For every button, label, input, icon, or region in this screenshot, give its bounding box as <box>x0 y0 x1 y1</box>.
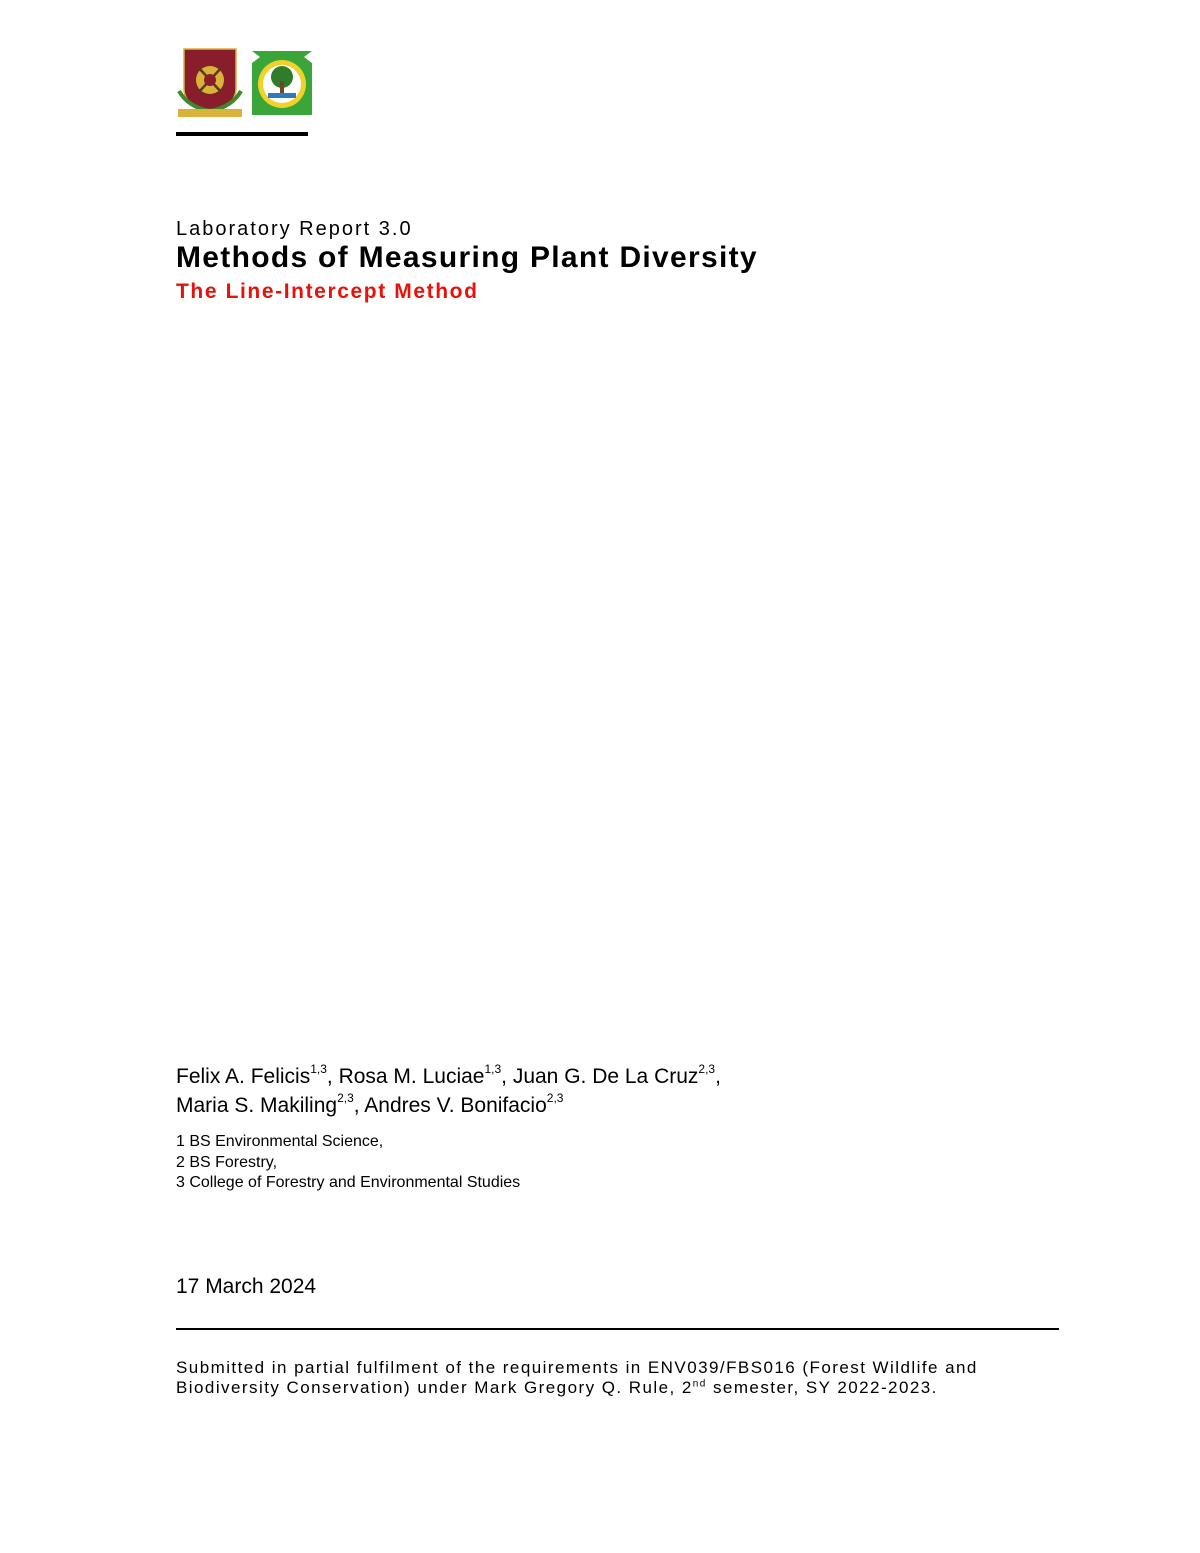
header-rule <box>176 132 308 136</box>
affiliation-item: 3 College of Forestry and Environmental Studies <box>176 1174 521 1191</box>
submission-statement <box>176 1358 1066 1398</box>
author-separator: , <box>353 1094 365 1117</box>
college-forestry-logo <box>252 49 312 115</box>
author-affiliation-marker: 1,3 <box>484 1062 502 1076</box>
submission-text-end: semester, SY 2022-2023. <box>706 1378 938 1397</box>
author-name: Maria S. Makiling <box>176 1094 338 1117</box>
author-name: Rosa M. Luciae <box>338 1065 485 1088</box>
report-subtitle: The Line-Intercept Method <box>176 280 479 303</box>
university-seal-logo <box>176 47 244 119</box>
author-affiliation-marker: 2,3 <box>698 1062 716 1076</box>
footer-rule <box>176 1328 1059 1330</box>
author-separator: , <box>501 1065 513 1088</box>
author-affiliation-marker: 1,3 <box>310 1062 327 1076</box>
author-separator: , <box>326 1065 339 1088</box>
affiliation-item: 1 BS Environmental Science, <box>176 1133 384 1150</box>
submission-text: Submitted in partial fulfilment of the requirements in ENV039/FBS016 (Forest Wildlife and Biodiversity Conservation) under Mark Gregory Q. Rule, 2 <box>176 1358 978 1397</box>
author-separator: , <box>715 1065 721 1088</box>
header-logos <box>176 47 316 119</box>
affiliation-list <box>176 1132 520 1194</box>
author-name: Juan G. De La Cruz <box>512 1065 699 1088</box>
author-name: Felix A. Felicis <box>176 1065 311 1088</box>
author-list <box>176 1062 721 1120</box>
author-line <box>176 1091 721 1120</box>
author-line <box>176 1062 721 1091</box>
affiliation-item: 2 BS Forestry, <box>176 1153 278 1171</box>
university-seal-banner <box>178 109 242 117</box>
ordinal-suffix: nd <box>692 1378 707 1390</box>
author-name: Andres V. Bonifacio <box>364 1094 547 1117</box>
report-date: 17 March 2024 <box>176 1275 317 1298</box>
report-label: Laboratory Report 3.0 <box>176 218 413 240</box>
report-title: Methods of Measuring Plant Diversity <box>176 241 758 274</box>
author-affiliation-marker: 2,3 <box>546 1091 564 1105</box>
author-affiliation-marker: 2,3 <box>337 1091 354 1105</box>
